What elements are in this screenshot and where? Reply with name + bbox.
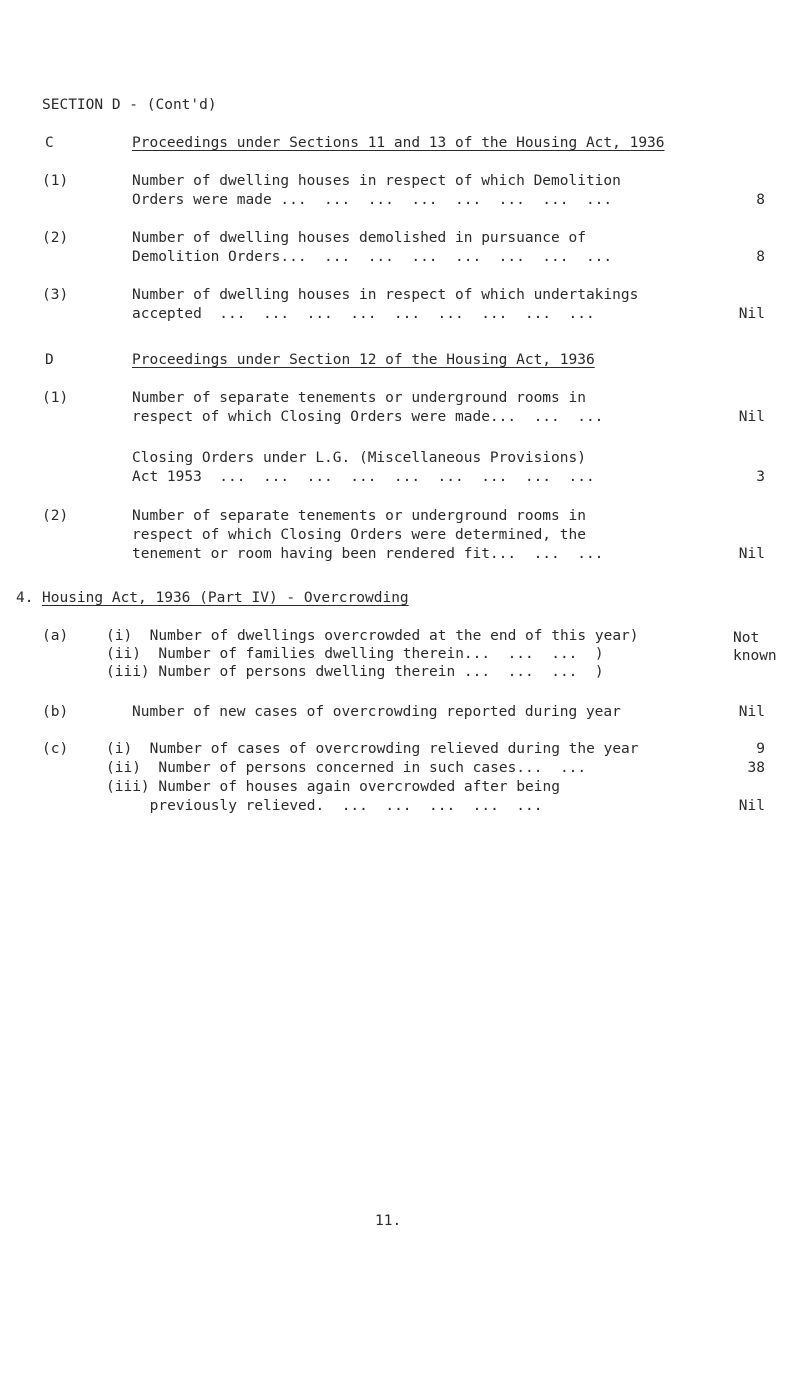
c-item-2-line2: Demolition Orders... ... ... ... ... ... ... ... <box>132 249 613 265</box>
s4-c-value-2: 38 <box>747 760 765 776</box>
s4-a-line-1: (i) Number of dwellings overcrowded at the end of this year) <box>106 628 639 644</box>
s4-c-label: (c) <box>42 741 69 757</box>
d-item-1-line1: Number of separate tenements or underground rooms in <box>132 390 586 406</box>
section-c-heading: Proceedings under Sections 11 and 13 of the Housing Act, 1936 <box>132 135 665 151</box>
d-item-2-num: (2) <box>42 508 69 524</box>
s4-c-line-2: (ii) Number of persons concerned in such cases... ... <box>106 760 587 776</box>
section-4-number: 4. <box>16 590 34 606</box>
s4-a-value-line2: known <box>733 648 777 664</box>
s4-a-line-2: (ii) Number of families dwelling therein... ... ... ) <box>106 646 604 662</box>
c-item-3-line2: accepted ... ... ... ... ... ... ... ... ... <box>132 306 595 322</box>
s4-c-line-4: previously relieved. ... ... ... ... ... <box>106 798 543 814</box>
c-item-1-line2: Orders were made ... ... ... ... ... ... ... ... <box>132 192 613 208</box>
s4-b-text: Number of new cases of overcrowding reported during year <box>132 704 621 720</box>
section-4-heading: Housing Act, 1936 (Part IV) - Overcrowding <box>42 590 409 606</box>
d-closing-value: 3 <box>756 469 765 485</box>
c-item-2-line1: Number of dwelling houses demolished in pursuance of <box>132 230 586 246</box>
c-item-1-value: 8 <box>756 192 765 208</box>
d-closing-line1: Closing Orders under L.G. (Miscellaneous Provisions) <box>132 450 586 466</box>
section-d-heading: Proceedings under Section 12 of the Housing Act, 1936 <box>132 352 595 368</box>
d-item-2-line1: Number of separate tenements or underground rooms in <box>132 508 586 524</box>
s4-a-value-line1: Not <box>733 630 760 646</box>
section-header: SECTION D - (Cont'd) <box>42 97 217 113</box>
c-item-2-num: (2) <box>42 230 69 246</box>
s4-b-label: (b) <box>42 704 69 720</box>
c-item-3-value: Nil <box>738 306 765 322</box>
c-item-3-line1: Number of dwelling houses in respect of which undertakings <box>132 287 639 303</box>
c-item-1-num: (1) <box>42 173 69 189</box>
c-item-2-value: 8 <box>756 249 765 265</box>
d-closing-line2: Act 1953 ... ... ... ... ... ... ... ... ... <box>132 469 595 485</box>
d-item-1-num: (1) <box>42 390 69 406</box>
s4-a-line-3: (iii) Number of persons dwelling therein ... ... ... ) <box>106 664 604 680</box>
s4-c-line-3: (iii) Number of houses again overcrowded after being <box>106 779 560 795</box>
d-item-1-value: Nil <box>738 409 765 425</box>
d-item-2-line2: respect of which Closing Orders were determined, the <box>132 527 586 543</box>
s4-c-value-4: Nil <box>738 798 765 814</box>
s4-a-label: (a) <box>42 628 69 644</box>
page-number: 11. <box>375 1213 402 1229</box>
s4-c-line-1: (i) Number of cases of overcrowding relieved during the year <box>106 741 639 757</box>
s4-c-value-1: 9 <box>756 741 765 757</box>
c-item-1-line1: Number of dwelling houses in respect of which Demolition <box>132 173 621 189</box>
d-item-2-line3: tenement or room having been rendered fit... ... ... <box>132 546 604 562</box>
c-item-3-num: (3) <box>42 287 69 303</box>
d-item-2-value: Nil <box>738 546 765 562</box>
section-d-letter: D <box>45 352 54 368</box>
d-item-1-line2: respect of which Closing Orders were made... ... ... <box>132 409 604 425</box>
section-c-letter: C <box>45 135 54 151</box>
s4-b-value: Nil <box>738 704 765 720</box>
